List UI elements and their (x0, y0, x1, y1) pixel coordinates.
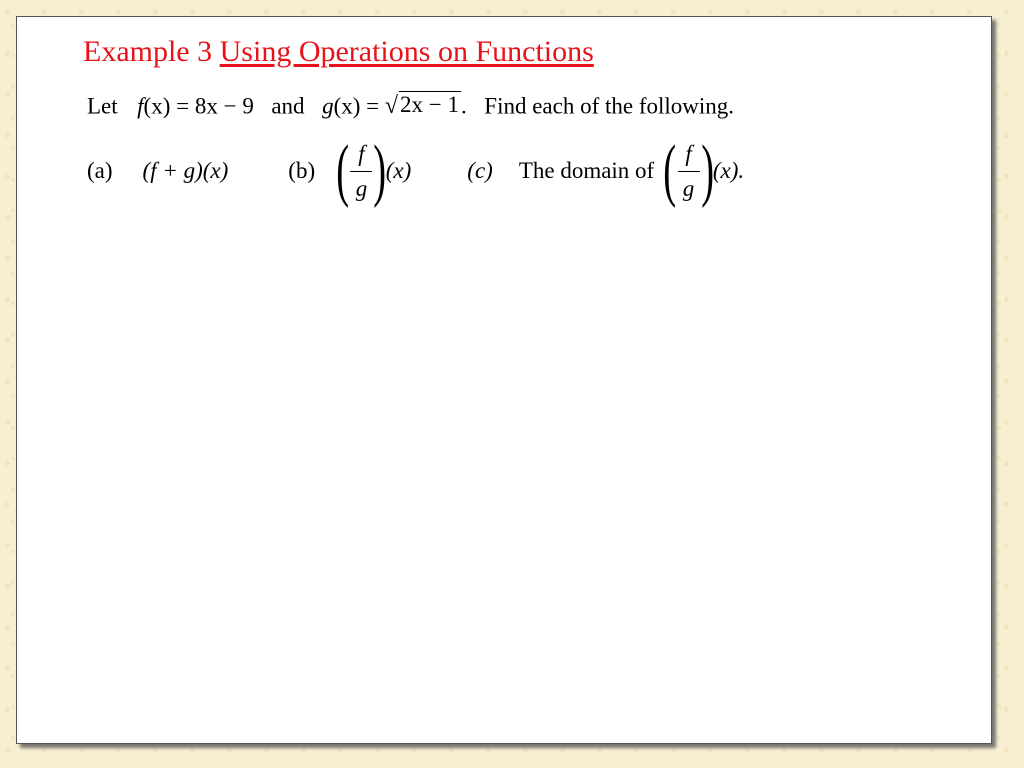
g-name: g (322, 93, 334, 119)
part-c-label: (c) (467, 158, 493, 183)
left-paren-icon: ( (663, 132, 677, 209)
left-paren-icon: ( (336, 132, 350, 209)
instruction: Find each of the following. (484, 93, 735, 119)
part-b-argument: (x) (385, 158, 412, 183)
part-c-fraction (678, 140, 700, 202)
problem-statement (87, 91, 734, 119)
part-c-numerator: f (685, 140, 692, 166)
slide (16, 16, 992, 744)
part-c-argument: (x). (712, 158, 745, 183)
radical-sign-icon: √ (384, 93, 399, 120)
part-c-denominator: g (682, 175, 695, 201)
f-name: f (137, 93, 144, 119)
radicand: 2x − 1 (400, 92, 460, 117)
right-paren-icon: ) (373, 132, 387, 209)
right-paren-icon: ) (700, 132, 714, 209)
part-b-numerator: f (358, 140, 365, 166)
part-b-fraction-group (336, 132, 387, 209)
fraction-bar (678, 171, 700, 172)
g-arg: (x) (333, 93, 361, 119)
part-b-denominator: g (355, 175, 368, 201)
part-c-fraction-group (663, 132, 714, 209)
and-word: and (271, 93, 305, 119)
part-c-text: The domain of (518, 158, 655, 183)
part-b-fraction (350, 140, 372, 202)
fraction-bar (350, 171, 372, 172)
title-prefix: Example 3 (83, 35, 213, 68)
square-root (385, 91, 461, 118)
statement-period: . (461, 93, 467, 119)
slide-title (83, 35, 594, 69)
part-a-label: (a) (87, 158, 113, 183)
title-main: Using Operations on Functions (219, 35, 594, 68)
g-equals: = (366, 93, 380, 119)
f-equals: = (176, 93, 190, 119)
let-word: Let (87, 93, 118, 119)
f-arg: (x) (143, 93, 171, 119)
part-a-expression: (f + g)(x) (142, 158, 229, 183)
part-b-label: (b) (288, 158, 316, 183)
f-definition: 8x − 9 (194, 93, 254, 119)
parts-row (87, 131, 744, 211)
